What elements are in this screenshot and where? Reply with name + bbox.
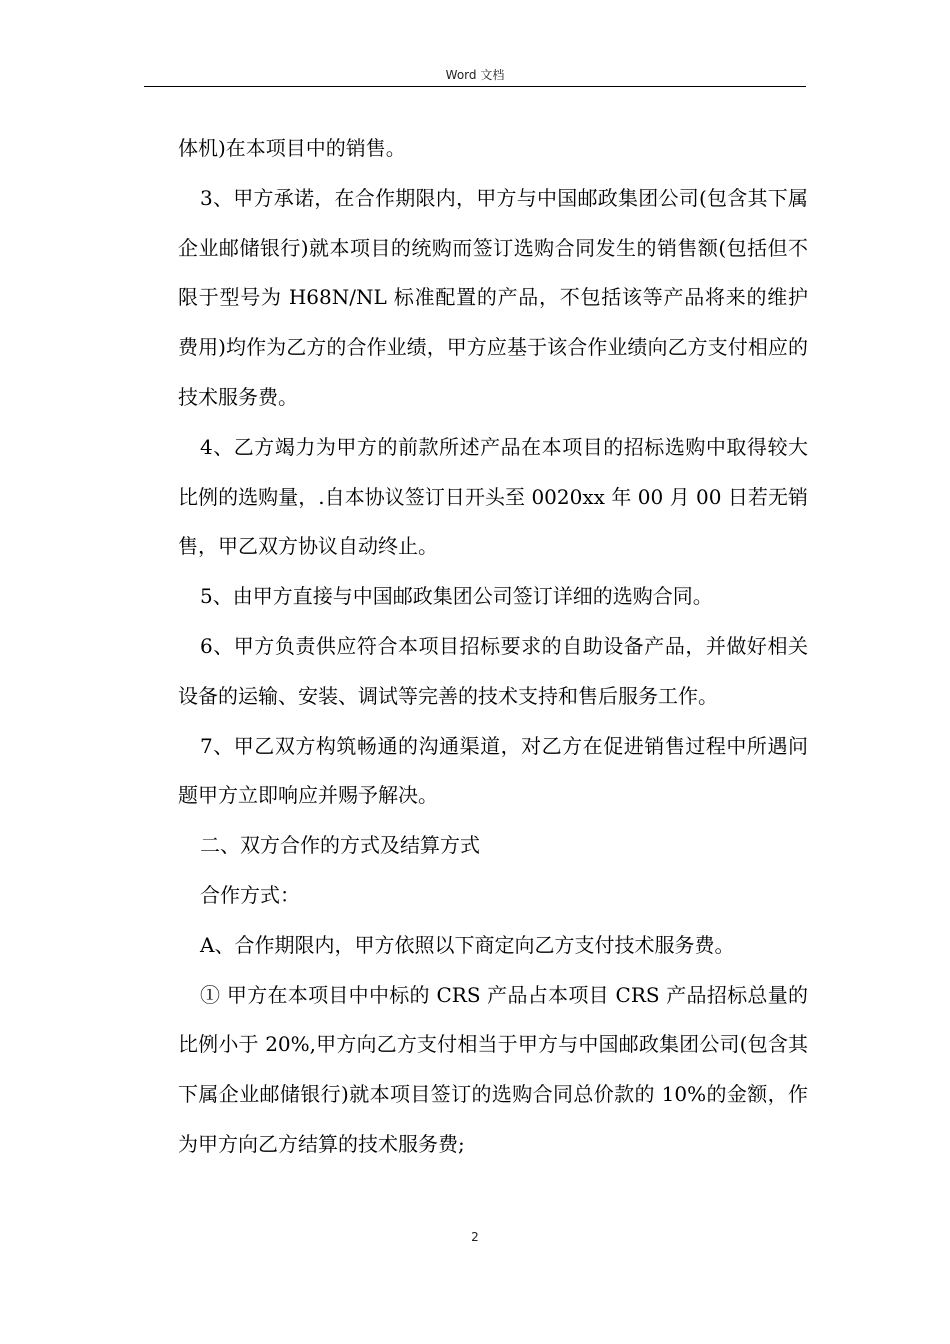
page-number: 2 <box>471 1230 479 1244</box>
paragraph: 5、由甲方直接与中国邮政集团公司签订详细的选购合同。 <box>200 584 713 609</box>
document-body <box>178 124 808 1170</box>
page-header: Word 文档 <box>445 68 505 82</box>
paragraph: 体机)在本项目中的销售。 <box>178 136 406 160</box>
paragraph: ① 甲方在本项目中中标的 CRS 产品占本项目 CRS 产品招标总量的比例小于 20%,甲方向乙方支付相当于甲方与中国邮政集团公司(包含其下属企业邮储银行)就本项目签订的选购合同总价款的 10%的金额，作为甲方向乙方结算的技术服务费; <box>178 982 808 1156</box>
header-divider <box>144 86 806 87</box>
paragraph: A、合作期限内，甲方依照以下商定向乙方支付技术服务费。 <box>200 932 735 957</box>
paragraph: 4、乙方竭力为甲方的前款所述产品在本项目的招标选购中取得较大比例的选购量，.自本协议签订日开头至 0020xx 年 00 月 00 日若无销售，甲乙双方协议自动终止。 <box>178 434 808 559</box>
section-heading: 二、双方合作的方式及结算方式 <box>200 833 480 858</box>
paragraph: 7、甲乙双方构筑畅通的沟通渠道，对乙方在促进销售过程中所遇问题甲方立即响应并赐予解决。 <box>178 733 808 808</box>
paragraph: 合作方式： <box>200 882 300 907</box>
paragraph: 6、甲方负责供应符合本项目招标要求的自助设备产品，并做好相关设备的运输、安装、调试等完善的技术支持和售后服务工作。 <box>178 633 808 708</box>
paragraph: 3、甲方承诺，在合作期限内，甲方与中国邮政集团公司(包含其下属企业邮储银行)就本项目的统购而签订选购合同发生的销售额(包括但不限于型号为 H68N/NL 标准配置的产品，不包括该等产品将来的维护费用)均作为乙方的合作业绩，甲方应基于该合作业绩向乙方支付相应的技术服务费。 <box>178 185 808 409</box>
